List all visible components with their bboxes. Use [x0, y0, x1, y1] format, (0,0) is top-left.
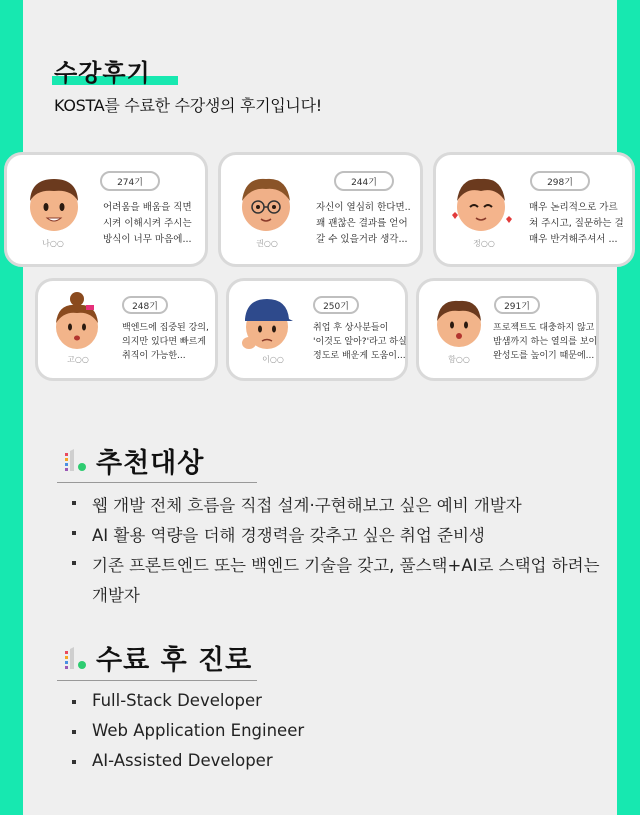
review-quote: 프로젝트도 대충하지 않고 밤샘까지 하는 열의를 보이 완성도를 높이기 때문에... — [493, 323, 598, 361]
review-card[interactable] — [218, 152, 423, 267]
review-quote: 자신이 열심히 한다면.. 꽤 괜찮은 결과를 얻어 갈 수 있을거라 생각... — [316, 202, 411, 245]
reviewer-name: 권○○ — [256, 239, 278, 248]
section-divider — [57, 482, 257, 483]
face-avatar-icon — [235, 291, 299, 355]
cohort-badge: 248기 — [122, 296, 168, 314]
cohort-badge: 298기 — [530, 171, 590, 191]
face-avatar-icon — [446, 167, 516, 237]
review-card[interactable] — [433, 152, 635, 267]
reviews-title: 수강후기 — [54, 59, 151, 87]
face-avatar-icon — [48, 291, 106, 353]
cohort-badge: 250기 — [313, 296, 359, 314]
cohort-badge: 291기 — [494, 296, 540, 314]
reviews-subtitle: KOSTA를 수료한 수강생의 후기입니다! — [54, 96, 322, 115]
review-card[interactable] — [416, 278, 599, 381]
review-card[interactable] — [4, 152, 208, 267]
pencil-chart-icon — [63, 447, 87, 473]
reviewer-name: 이○○ — [262, 355, 284, 364]
reviewer-name: 함○○ — [448, 355, 470, 364]
review-quote: 매우 논리적으로 가르 쳐 주시고, 질문하는 걸 매우 반겨해주셔서 ... — [529, 202, 624, 245]
review-quote: 취업 후 상사분들이 '이것도 알아?'라고 하실 정도로 배운게 도움이... — [313, 323, 407, 361]
face-avatar-icon — [233, 169, 299, 235]
face-avatar-icon — [21, 169, 87, 235]
section-divider — [57, 680, 257, 681]
cohort-badge: 274기 — [100, 171, 160, 191]
pencil-chart-icon — [63, 645, 87, 671]
section-title-career: 수료 후 진로 — [96, 645, 253, 676]
review-quote: 백엔드에 집중된 강의, 의지만 있다면 빠르게 취직이 가능한... — [122, 323, 209, 361]
section-title-target: 추천대상 — [96, 448, 205, 479]
review-quote: 어려움을 배움을 직면 시켜 이해시켜 주시는 방식이 너무 마음에... — [103, 202, 192, 245]
face-avatar-icon — [429, 291, 489, 351]
reviewer-name: 고○○ — [67, 355, 89, 364]
review-card[interactable] — [35, 278, 218, 381]
reviewer-name: 나○○ — [42, 239, 64, 248]
review-card[interactable] — [226, 278, 408, 381]
cohort-badge: 244기 — [334, 171, 394, 191]
reviewer-name: 정○○ — [473, 239, 495, 248]
